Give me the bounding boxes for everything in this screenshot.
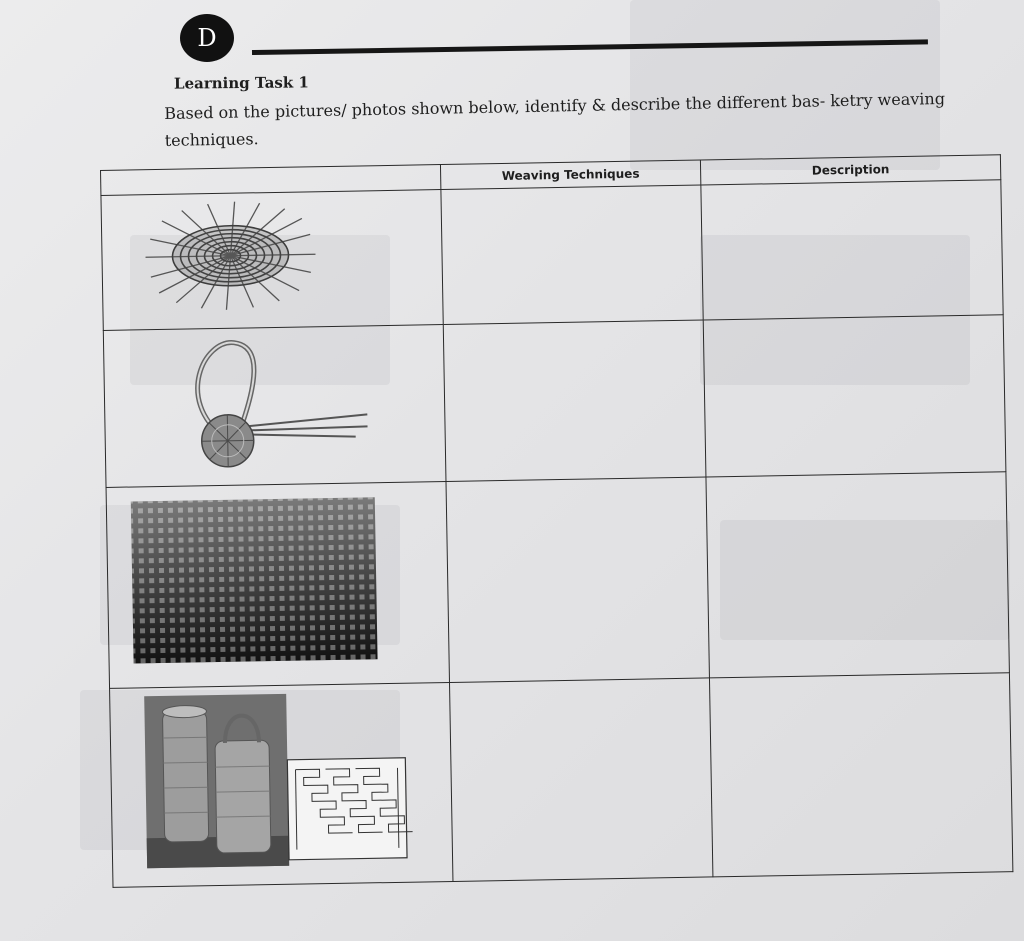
coiled-spiral-weave-image	[101, 190, 443, 326]
image-cell	[101, 190, 443, 331]
table-row	[103, 315, 1006, 488]
section-badge	[180, 14, 234, 62]
task-title: Learning Task 1	[173, 73, 309, 93]
image-cell	[106, 482, 449, 689]
twill-diagram	[287, 758, 413, 860]
technique-answer-cell[interactable]	[441, 185, 703, 325]
image-cell	[110, 682, 453, 887]
header-description: Description	[700, 155, 1000, 185]
technique-answer-cell[interactable]	[446, 477, 709, 683]
table-row	[106, 472, 1009, 689]
plain-checker-weave-image	[107, 482, 450, 684]
knotted-loop-weave-image	[104, 325, 447, 483]
task-instructions: Based on the pictures/ photos shown below, identify & describe the different bas- ketry weaving techniques.	[164, 89, 946, 150]
header-weaving-techniques: Weaving Techniques	[440, 160, 700, 190]
answer-sheet	[100, 154, 1024, 890]
table-row	[110, 673, 1013, 888]
description-answer-cell[interactable]	[709, 673, 1012, 877]
weaving-table	[100, 154, 1013, 888]
technique-answer-cell[interactable]	[443, 320, 706, 482]
description-answer-cell[interactable]	[701, 180, 1003, 320]
image-cell	[103, 325, 446, 488]
description-answer-cell[interactable]	[703, 315, 1006, 477]
technique-answer-cell[interactable]	[449, 678, 712, 882]
table-row	[101, 180, 1003, 331]
description-answer-cell[interactable]	[706, 472, 1009, 678]
section-letter: D	[197, 24, 217, 52]
twill-basket-weave-image	[110, 683, 453, 883]
